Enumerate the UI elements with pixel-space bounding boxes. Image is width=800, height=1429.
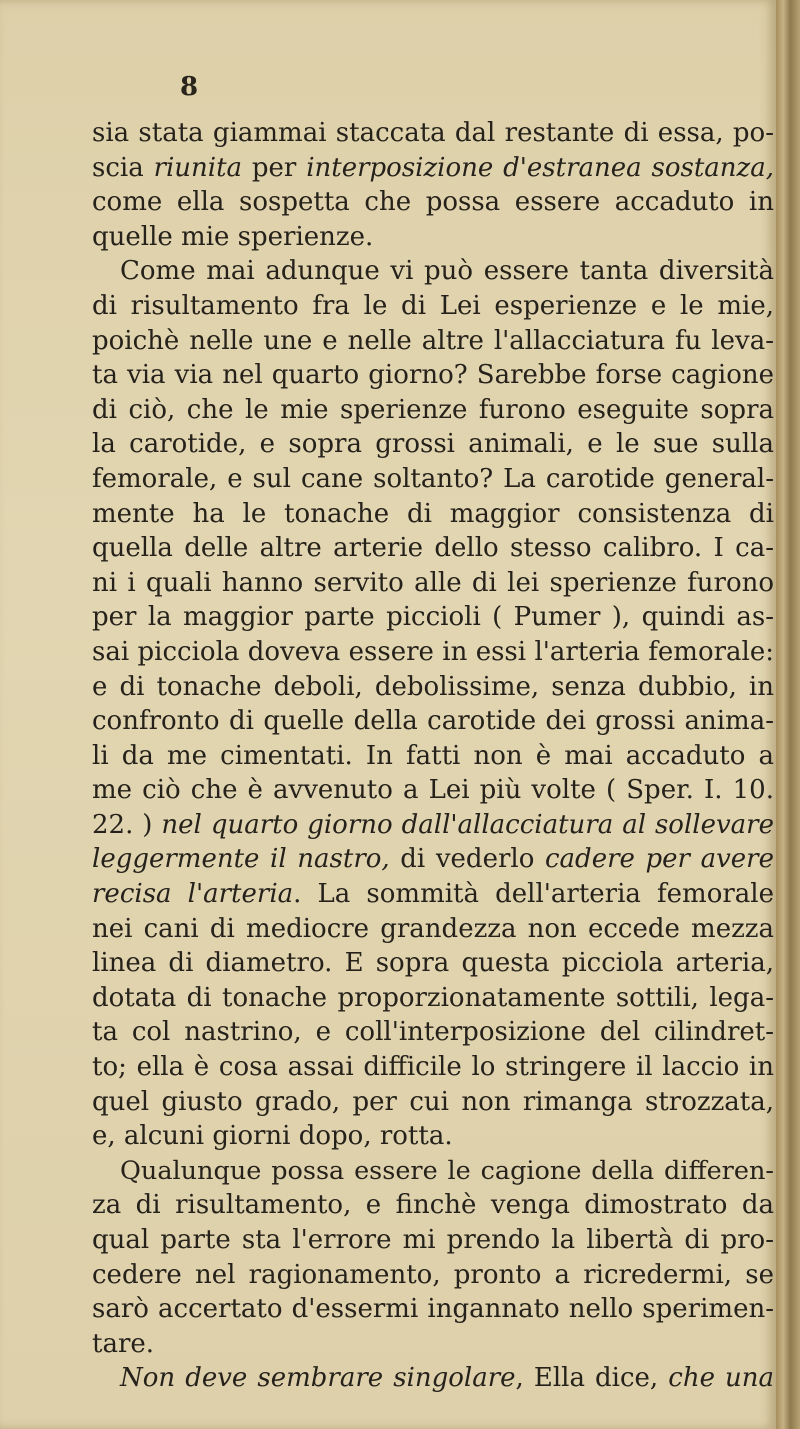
text-line — [92, 981, 774, 1016]
text-segment: linea di diametro. E sopra questa picciola arteria, — [92, 948, 774, 979]
text-line — [92, 1154, 774, 1189]
text-segment: di risultamento fra le di Lei esperienze e le mie, — [92, 290, 774, 321]
text-segment: sia stata giammai staccata dal restante di essa, po- — [92, 118, 774, 148]
text-segment: mente ha le tonache di maggior consistenza di — [92, 498, 774, 529]
text-segment: . La sommità dell'arteria femorale — [293, 879, 774, 910]
italic-text: che una — [668, 1363, 775, 1394]
text-segment: scia — [92, 152, 154, 183]
text-segment: me ciò che è avvenuto a Lei più volte ( Sper. I. 10. — [92, 775, 774, 806]
text-segment: Come mai adunque vi può essere tanta diversità — [120, 256, 774, 287]
text-line — [92, 1050, 774, 1085]
text-segment: quelle mie sperienze. — [92, 221, 374, 252]
text-segment: ta col nastrino, e coll'interposizione del cilindret- — [92, 1017, 774, 1048]
text-line — [92, 1223, 774, 1258]
text-line — [92, 497, 774, 532]
italic-text: Non deve sembrare singolare — [120, 1363, 516, 1394]
text-line — [92, 116, 774, 151]
text-segment: come ella sospetta che possa essere accaduto in — [92, 187, 774, 218]
text-line — [92, 531, 774, 566]
text-segment: femorale, e sul cane soltanto? La carotide general- — [92, 463, 774, 494]
text-line — [92, 739, 774, 774]
text-segment: Qualunque possa essere le cagione della differen- — [120, 1155, 774, 1186]
text-segment: qual parte sta l'errore mi prendo la libertà di pro- — [92, 1225, 774, 1255]
text-line — [92, 808, 774, 843]
page-number: 8 — [180, 72, 199, 102]
text-segment: nei cani di mediocre grandezza non eccede mezza — [92, 913, 774, 944]
text-line — [92, 254, 774, 289]
text-segment: za di risultamento, e finchè venga dimostrato da — [92, 1190, 774, 1221]
page-edge — [776, 0, 800, 1429]
text-line — [92, 289, 774, 324]
text-segment: per — [242, 152, 307, 183]
text-segment: cedere nel ragionamento, pronto a ricredermi, se — [92, 1259, 774, 1290]
text-line — [92, 358, 774, 393]
text-line — [92, 427, 774, 462]
text-line — [92, 220, 774, 255]
text-segment: quel giusto grado, per cui non rimanga strozzata, — [92, 1086, 774, 1117]
text-segment: di vederlo — [389, 844, 545, 875]
text-segment: tare. — [92, 1328, 155, 1359]
text-line — [92, 670, 774, 705]
text-line — [92, 704, 774, 739]
text-segment: ta via via nel quarto giorno? Sarebbe forse cagione — [92, 360, 774, 391]
text-line — [92, 946, 774, 981]
text-line — [92, 1085, 774, 1120]
text-line — [92, 635, 774, 670]
text-segment: sai picciola doveva essere in essi l'arteria femorale: — [92, 636, 774, 667]
text-line — [92, 151, 774, 186]
text-segment: li da me cimentati. In fatti non è mai accaduto a — [92, 740, 774, 771]
text-segment: sarò accertato d'essermi ingannato nello sperimen- — [92, 1294, 774, 1325]
text-line — [92, 462, 774, 497]
text-line — [92, 324, 774, 359]
italic-text: cadere per avere — [544, 844, 774, 875]
text-segment: confronto di quelle della carotide dei grossi anima- — [92, 706, 774, 737]
text-segment: la carotide, e sopra grossi animali, e le sue sulla — [92, 429, 774, 460]
text-line — [92, 1258, 774, 1293]
text-segment: e, alcuni giorni dopo, rotta. — [92, 1121, 453, 1152]
text-segment: to; ella è cosa assai difficile lo stringere il laccio in — [92, 1052, 774, 1083]
text-segment: per la maggior parte piccioli ( Pumer ), quindi as- — [92, 602, 774, 633]
text-line — [92, 393, 774, 428]
text-line — [92, 1015, 774, 1050]
text-line — [92, 1327, 774, 1362]
text-line — [92, 185, 774, 220]
italic-text: leggermente il nastro, — [92, 844, 390, 875]
text-line — [92, 912, 774, 947]
italic-text: interposizione d'estranea sostanza, — [306, 152, 774, 183]
text-segment: quella delle altre arterie dello stesso calibro. I ca- — [92, 533, 774, 564]
italic-text: recisa l'arteria — [92, 879, 294, 910]
italic-text: riunita — [153, 152, 243, 183]
text-line — [92, 1119, 774, 1154]
text-segment: e di tonache deboli, debolissime, senza dubbio, in — [92, 671, 774, 702]
text-line — [92, 566, 774, 601]
text-line — [92, 1361, 774, 1396]
text-segment: 22. ) — [92, 809, 162, 840]
text-segment: poichè nelle une e nelle altre l'allacciatura fu leva- — [92, 325, 774, 356]
text-segment: , Ella dice, — [515, 1363, 669, 1394]
text-segment: di ciò, che le mie sperienze furono eseguite sopra — [92, 394, 774, 425]
text-line — [92, 600, 774, 635]
italic-text: nel quarto giorno dall'allacciatura al sollevare — [161, 809, 774, 840]
text-line — [92, 877, 774, 912]
body-text — [92, 116, 774, 1396]
text-line — [92, 1292, 774, 1327]
text-line — [92, 1188, 774, 1223]
text-line — [92, 842, 774, 877]
text-segment: ni i quali hanno servito alle di lei sperienze furono — [92, 567, 774, 598]
text-segment: dotata di tonache proporzionatamente sottili, lega- — [92, 982, 774, 1013]
text-line — [92, 773, 774, 808]
